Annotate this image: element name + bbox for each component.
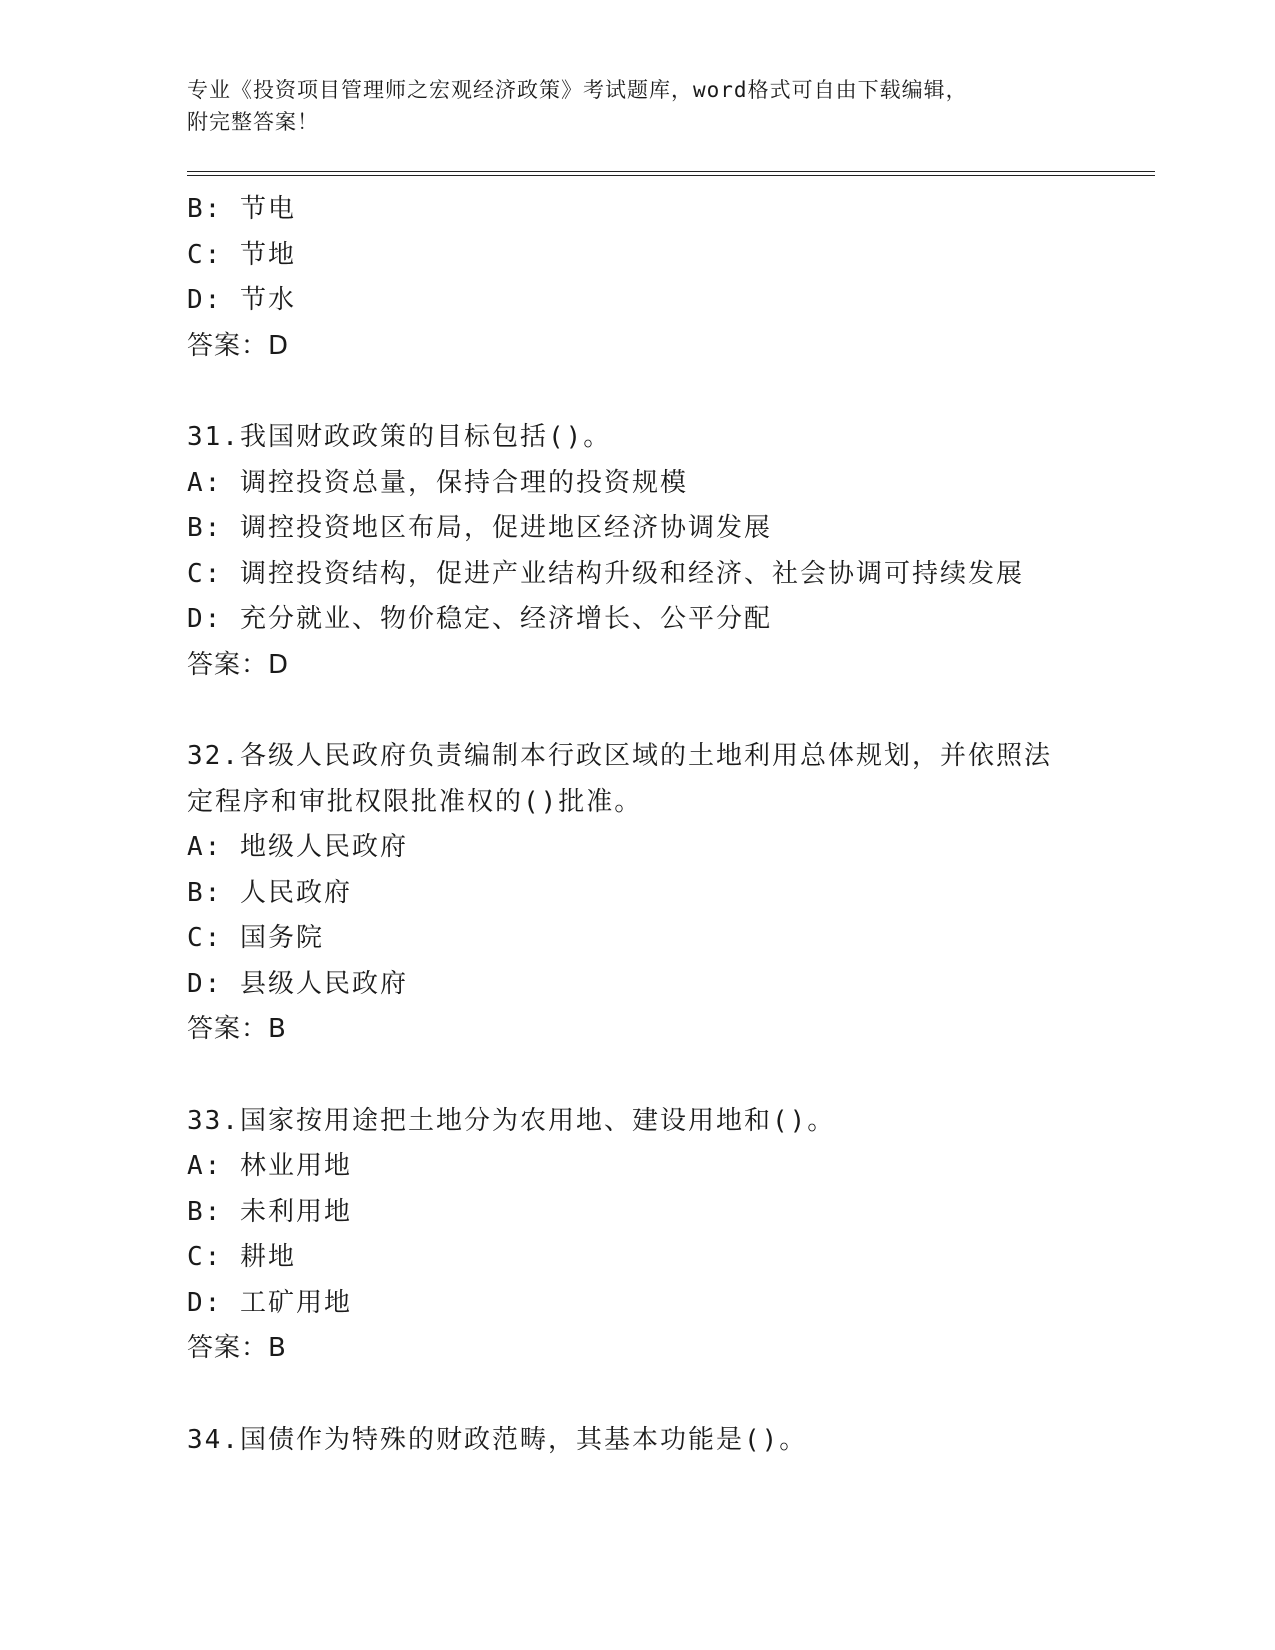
question-stem: 34.国债作为特殊的财政范畴，其基本功能是()。 [187, 1424, 808, 1455]
option-b: B: 调控投资地区布局，促进地区经济协调发展 [187, 513, 772, 543]
option-d: D: 县级人民政府 [187, 968, 408, 999]
option-a: A: 林业用地 [187, 1151, 352, 1181]
header-line-2: 附完整答案！ [187, 110, 319, 134]
question-stem: 33.国家按用途把土地分为农用地、建设用地和()。 [187, 1105, 836, 1136]
question-32 [187, 734, 1155, 1053]
option-b: B: 节电 [187, 194, 296, 224]
question-stem-line-1: 32.各级人民政府负责编制本行政区域的土地利用总体规划，并依照法 [187, 741, 1052, 771]
option-b: B: 未利用地 [187, 1196, 352, 1227]
option-d: D: 工矿用地 [187, 1287, 352, 1318]
question-continued [187, 187, 1155, 369]
option-a: A: 地级人民政府 [187, 832, 408, 862]
document-header [187, 74, 1087, 138]
option-b: B: 人民政府 [187, 877, 352, 908]
header-line-1: 专业《投资项目管理师之宏观经济政策》考试题库，word格式可自由下载编辑， [187, 78, 968, 102]
question-31 [187, 415, 1155, 688]
option-c: C: 调控投资结构，促进产业结构升级和经济、社会协调可持续发展 [187, 558, 1024, 589]
option-c: C: 节地 [187, 239, 296, 270]
option-c: C: 耕地 [187, 1242, 296, 1272]
option-a: A: 调控投资总量，保持合理的投资规模 [187, 467, 688, 498]
answer-line: 答案：D [187, 330, 290, 361]
header-divider-bottom [187, 175, 1155, 176]
option-c: C: 国务院 [187, 923, 324, 953]
question-list [187, 187, 1155, 1463]
answer-line: 答案：B [187, 1014, 287, 1044]
option-d: D: 节水 [187, 285, 296, 315]
question-34 [187, 1418, 1155, 1464]
question-33 [187, 1099, 1155, 1372]
option-d: D: 充分就业、物价稳定、经济增长、公平分配 [187, 604, 772, 634]
question-stem-line-2: 定程序和审批权限批准权的()批准。 [187, 786, 643, 817]
answer-line: 答案：D [187, 649, 290, 680]
answer-line: 答案：B [187, 1333, 287, 1363]
question-stem: 31.我国财政政策的目标包括()。 [187, 422, 612, 452]
header-divider-top [187, 171, 1155, 172]
